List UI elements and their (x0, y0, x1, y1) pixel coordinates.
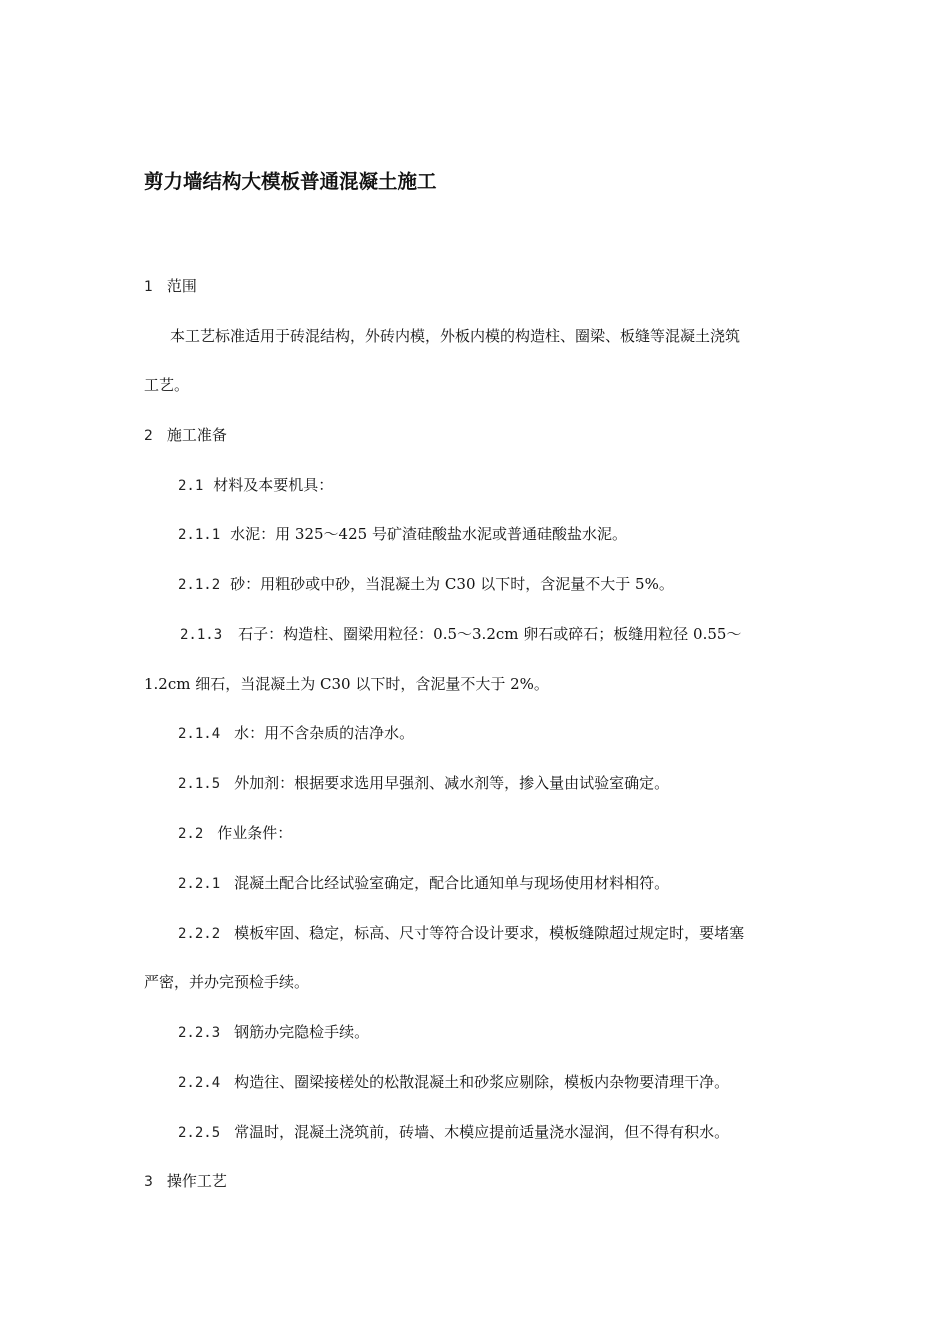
item-text: 构造往、圈梁接槎处的松散混凝土和砂浆应剔除，模板内杂物要清理干净。 (234, 1073, 730, 1091)
item-text: 材料及本要机具： (213, 476, 334, 494)
document-title: 剪力墙结构大模板普通混凝土施工 (144, 170, 437, 193)
paragraph-line: 本工艺标准适用于砖混结构，外砖内模，外板内模的构造柱、圈梁、板缝等混凝土浇筑 (170, 327, 741, 345)
subsection-2-1 (178, 475, 333, 496)
item-text: 砂：用粗砂或中砂，当混凝土为 C30 以下时，含泥量不大于 5%。 (230, 575, 674, 593)
item-number: 2.2 (178, 826, 204, 842)
section-label: 操作工艺 (166, 1172, 227, 1190)
item-text: 水泥：用 325～425 号矿渣硅酸盐水泥或普通硅酸盐水泥。 (230, 525, 627, 543)
section-heading-1 (144, 276, 197, 297)
item-text: 石子：构造柱、圈梁用粒径：0.5～3.2cm 卵石或碎石；板缝用粒径 0.55～ (238, 625, 742, 643)
section-label: 范围 (166, 277, 197, 295)
item-2-2-3 (178, 1022, 369, 1043)
item-text: 混凝土配合比经试验室确定，配合比通知单与现场使用材料相符。 (234, 874, 670, 892)
section-heading-3 (144, 1171, 227, 1192)
item-2-2-5 (178, 1122, 729, 1143)
item-2-2-2 (178, 923, 744, 944)
item-number: 2.2.4 (178, 1075, 221, 1091)
item-2-1-3-continued: 1.2cm 细石，当混凝土为 C30 以下时，含泥量不大于 2%。 (144, 675, 549, 693)
item-number: 2.2.1 (178, 876, 221, 892)
item-number: 2.1 (178, 478, 204, 494)
section-number: 1 (144, 279, 153, 295)
item-2-2-2-continued: 严密，并办完预检手续。 (144, 973, 310, 991)
item-number: 2.1.1 (178, 527, 221, 543)
section-number: 3 (144, 1174, 153, 1190)
item-text: 常温时，混凝土浇筑前，砖墙、木模应提前适量浇水湿润，但不得有积水。 (234, 1123, 730, 1141)
subsection-2-2 (178, 823, 292, 844)
item-2-1-3 (180, 624, 741, 645)
section-number: 2 (144, 428, 153, 444)
item-text: 外加剂：根据要求选用早强剂、减水剂等，掺入量由试验室确定。 (234, 774, 670, 792)
item-number: 2.1.3 (180, 627, 223, 643)
item-2-1-2 (178, 574, 674, 595)
item-number: 2.1.2 (178, 577, 221, 593)
item-number: 2.2.2 (178, 926, 221, 942)
item-number: 2.1.4 (178, 726, 221, 742)
item-2-1-4 (178, 723, 414, 744)
item-text: 模板牢固、稳定，标高、尺寸等符合设计要求，模板缝隙超过规定时，要堵塞 (234, 924, 745, 942)
paragraph-line: 工艺。 (144, 376, 190, 394)
item-text: 作业条件： (217, 824, 293, 842)
item-number: 2.2.3 (178, 1025, 221, 1041)
item-2-2-1 (178, 873, 669, 894)
item-2-1-1 (178, 524, 627, 545)
section-heading-2 (144, 425, 227, 446)
item-number: 2.1.5 (178, 776, 221, 792)
item-2-2-4 (178, 1072, 729, 1093)
section-label: 施工准备 (166, 426, 227, 444)
item-2-1-5 (178, 773, 669, 794)
item-number: 2.2.5 (178, 1125, 221, 1141)
item-text: 钢筋办完隐检手续。 (234, 1023, 370, 1041)
item-text: 水：用不含杂质的洁净水。 (234, 724, 415, 742)
